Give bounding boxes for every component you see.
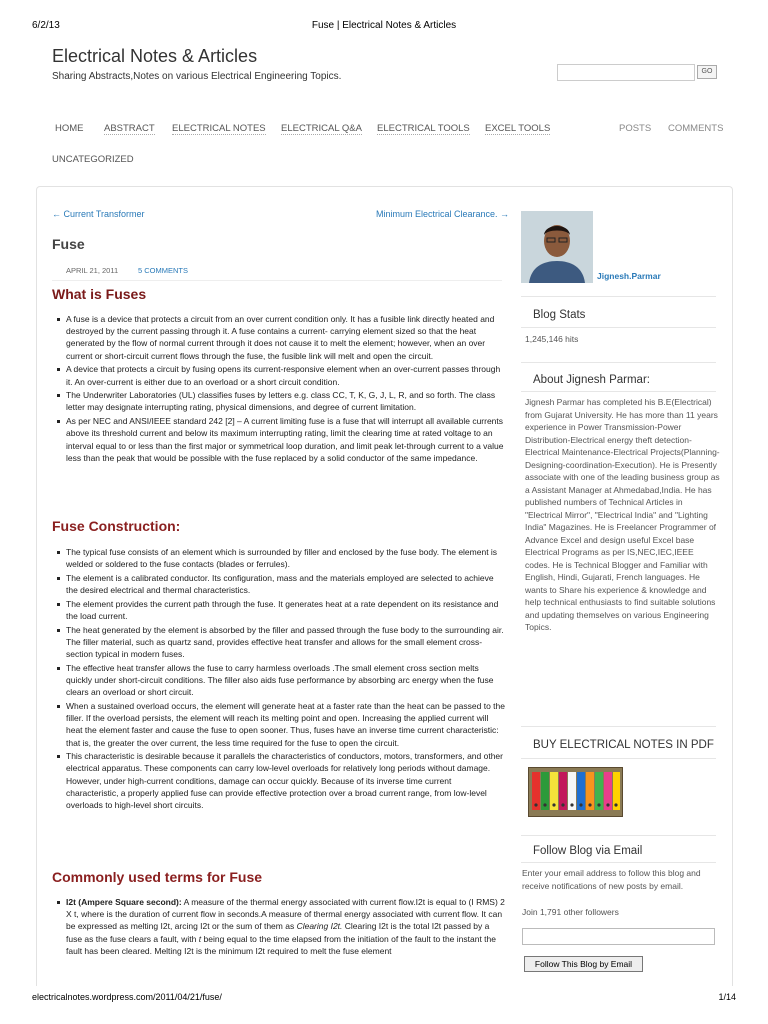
- widget-divider: [521, 327, 716, 328]
- widget-divider: [521, 862, 716, 863]
- widget-divider: [521, 296, 716, 297]
- binders-icon: [529, 768, 622, 816]
- term-text: A measure of the thermal energy associated with current flow.I2t is equal to (I RMS) 2 X t, where is the duration of current flow in seconds.A measure of thermal energy associated with current flow. It can be expressed as melting I2t, arcing I2t or the sum of them as: [66, 897, 505, 932]
- list-item: The heat generated by the element is absorbed by the filler and passed through the fuse body to the surrounding air. The filler material, such as quartz sand, provides effective heat transfer and allows for the small element cross-section typical in modern fuses.: [66, 624, 506, 661]
- term-text: being equal to the time elapsed from the initiation of the fault to the instant the fault has been cleared. Melting I2t is the minimum I2t required to melt the fuse element: [66, 933, 496, 956]
- about-title: About Jignesh Parmar:: [533, 374, 650, 386]
- comments-link[interactable]: 5 COMMENTS: [138, 266, 189, 275]
- widget-divider: [521, 835, 716, 836]
- search-go-button[interactable]: GO: [697, 65, 717, 79]
- meta-divider: [52, 280, 502, 281]
- site-description: Sharing Abstracts,Notes on various Electrical Engineering Topics.: [52, 71, 342, 82]
- list-item: The Underwriter Laboratories (UL) classifies fuses by letters e.g. class CC, T, K, G, J, L, R, and so forth. The class letter may designate interrupting rating, physical dimensions, and degree of current limitation.: [66, 389, 506, 413]
- nav-electrical-notes[interactable]: ELECTRICAL NOTES: [172, 123, 266, 134]
- heading-fuse-construction: Fuse Construction:: [52, 518, 181, 534]
- print-header: [0, 20, 768, 32]
- post-title: Fuse: [52, 236, 85, 252]
- list-item: The element is a calibrated conductor. Its configuration, mass and the materials employed are selected to achieve the desired electrical and thermal characteristics.: [66, 572, 506, 596]
- post-meta: [66, 266, 189, 275]
- list-item: The typical fuse consists of an element which is surrounded by filler and enclosed by the fuse body. The element is welded or soldered to the fuse contacts (blades or ferrules).: [66, 546, 506, 570]
- post-date: APRIL 21, 2011: [66, 266, 119, 275]
- print-page-number: 1/14: [718, 992, 736, 1002]
- search-input[interactable]: [557, 64, 695, 81]
- nav-excel-tools[interactable]: EXCEL TOOLS: [485, 123, 551, 134]
- blog-stats-hits: 1,245,146 hits: [525, 334, 579, 344]
- nav-home[interactable]: HOME: [55, 123, 84, 134]
- list-item: The element provides the current path through the fuse. It generates heat at a rate dependent on its resistance and the load current.: [66, 598, 506, 622]
- follow-title: Follow Blog via Email: [533, 845, 643, 857]
- author-name-link[interactable]: Jignesh.Parmar: [597, 271, 661, 281]
- heading-what-is-fuses: What is Fuses: [52, 286, 147, 302]
- pdf-binders-image[interactable]: [528, 767, 623, 817]
- print-url: electricalnotes.wordpress.com/2011/04/21/fuse/: [32, 992, 222, 1002]
- author-photo-icon: [521, 211, 593, 283]
- buy-pdf-title: BUY ELECTRICAL NOTES IN PDF: [533, 739, 714, 751]
- list-item: As per NEC and ANSI/IEEE standard 242 [2] – A current limiting fuse is a fuse that will interrupt all available currents above its threshold current and below its maximum interrupting rating, limit the clearing time at rated voltage to an interval equal to or less than the first major or symmetrical loop duration, and limit peak let-through current to a value less than the peak that would be possible with the fuse replaced by a solid conductor of the same impedance.: [66, 415, 506, 464]
- term-italic: t: [198, 933, 202, 944]
- widget-divider: [521, 726, 716, 727]
- prev-post-link[interactable]: ← Current Transformer: [52, 209, 145, 219]
- list-item: This characteristic is desirable because it parallels the characteristics of conductors, motors, transformers, and other electrical apparatus. These components can carry low-level overloads for relatively long periods without damage. However, under high-current conditions, damage can occur quickly. Because of its inverse time current characteristic, a properly applied fuse can provide effective protection over a broad current range, from low-level overloads to high-level short circuits.: [66, 750, 506, 811]
- nav-abstract[interactable]: ABSTRACT: [104, 123, 155, 134]
- followers-count: Join 1,791 other followers: [522, 907, 619, 917]
- nav-comments[interactable]: COMMENTS: [668, 123, 724, 134]
- widget-divider: [521, 758, 716, 759]
- site-title[interactable]: Electrical Notes & Articles: [52, 46, 258, 66]
- follow-text: Enter your email address to follow this blog and receive notifications of new posts by email.: [522, 868, 701, 891]
- nav-uncategorized[interactable]: UNCATEGORIZED: [52, 154, 134, 165]
- widget-divider: [521, 391, 716, 392]
- widget-divider: [521, 362, 716, 363]
- term-italic: Clearing I2t.: [296, 921, 343, 932]
- print-title: Fuse | Electrical Notes & Articles: [311, 20, 457, 31]
- list-item: A device that protects a circuit by fusing opens its current-responsive element when an over-current passes through it. An over-current is either due to an overload or a short circuit condition.: [66, 363, 506, 387]
- nav-posts[interactable]: POSTS: [619, 123, 652, 134]
- email-field[interactable]: [522, 928, 715, 945]
- heading-common-terms: Commonly used terms for Fuse: [52, 869, 263, 885]
- list-common-terms: [66, 896, 506, 959]
- follow-blog-button[interactable]: Follow This Blog by Email: [524, 956, 643, 972]
- list-item: A fuse is a device that protects a circuit from an over current condition only. It has a fusible link directly heated and destroyed by the current passing through it. A fuse contains a current- carrying element sized so that the heat generated by the flow of normal current through it does not cause it to melt the element; however, when an over current or short-circuit current flows through the fuse, the fusible link will melt and open the circuit.: [66, 313, 506, 362]
- nav-electrical-qa[interactable]: ELECTRICAL Q&A: [281, 123, 362, 134]
- term-text: Clearing I2t is the total I2t passed by a fuse as the fuse clears a fault, with: [66, 921, 490, 944]
- list-fuse-construction: [66, 546, 506, 813]
- nav-electrical-tools[interactable]: ELECTRICAL TOOLS: [377, 123, 470, 134]
- author-avatar[interactable]: [521, 211, 593, 283]
- list-item: The effective heat transfer allows the fuse to carry harmless overloads .The small element cross section melts quickly under short-circuit conditions. The filler also aids fuse performance by absorbing arc energy when the fuse clears an overload or short circuit.: [66, 662, 506, 699]
- list-item: When a sustained overload occurs, the element will generate heat at a faster rate than the heat can be passed to the filler. If the overload persists, the element will reach its melting point and open. Increasing the applied current will heat the element faster and cause the fuse to open sooner. Thus, fuses have an inverse time current characteristic: that is, the greater the over current, the less time required for the fuse to open the circuit.: [66, 700, 505, 748]
- blog-stats-title: Blog Stats: [533, 309, 586, 321]
- next-post-link[interactable]: Minimum Electrical Clearance. →: [376, 209, 510, 219]
- about-text: Jignesh Parmar has completed his B.E(Electrical) from Gujarat University. He has more than 11 years experience in Power Transmission-Power Distribution-Electrical energy theft detection-Electrical Maintenance-Electrical Projects(Planning-Designing-coordination-Execution). He is Presently associate with one of the leading business group as a Assistant Manager at Ahmedabad,India. He has published numbers of Technical Articles in "Electrical Mirror", "Electrical India" and "Lighting India" Magazines. He is Freelancer Programmer of Advance Excel and design useful Excel base Electrical Programs as per IS,NEC,IEC,IEEE codes. He is Technical Blogger and Familiar with English, Hindi, Gujarati, French languages. He wants to Share his experience & knowledge and help technical enthusiasts to find suitable solutions and updating themselves on various Engineering Topics.: [525, 397, 720, 632]
- list-item: [66, 896, 506, 957]
- print-date: 6/2/13: [32, 20, 60, 31]
- list-what-is-fuses: [66, 313, 506, 465]
- term-label: I2t (Ampere Square second):: [66, 897, 182, 907]
